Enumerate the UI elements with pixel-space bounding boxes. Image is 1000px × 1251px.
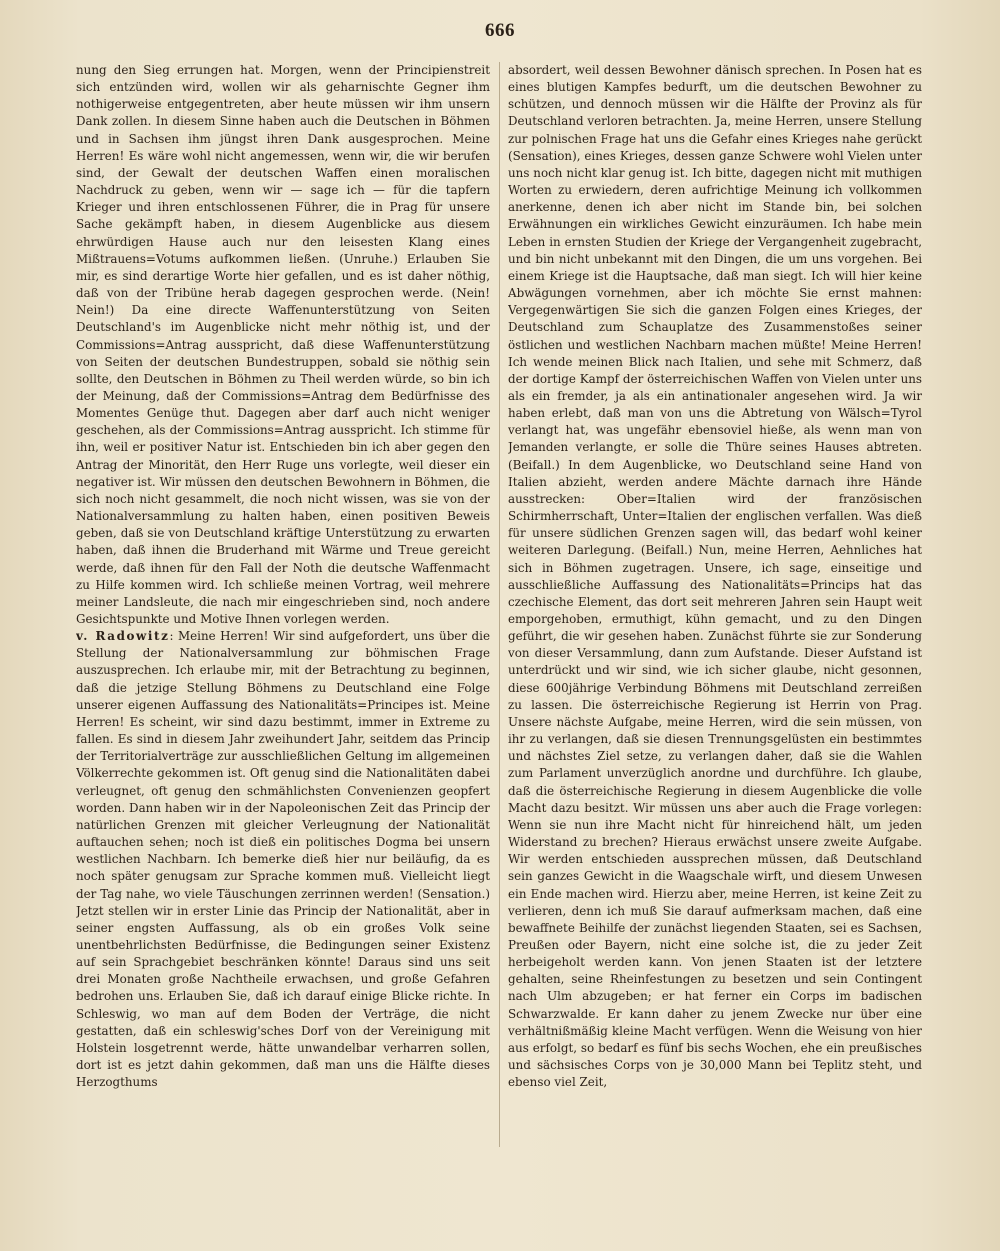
left-column [76, 62, 490, 1152]
speaker-name: v. Radowitz [76, 629, 170, 644]
right-column [508, 62, 922, 1152]
left-paragraph-1: nung den Sieg errungen hat. Morgen, wenn der Principienstreit sich entzünden wird, wollen wir als geharnischte Gegner ihm nothigerweise entgegentreten, aber heute müssen wir ihm unsern Dank zollen. In diesem Sinne haben auch die Deutschen in Böhmen und in Sachsen ihm jüngst ihren Dank ausgesprochen. Meine Herren! Es wäre wohl nicht angemessen, wenn wir, die wir berufen sind, der Gewalt der deutschen Waffen einen moralischen Nachdruck zu geben, wenn wir — sage ich — für die tapfern Krieger und ihren entschlossenen Führer, die in Prag für unsere Sache gekämpft haben, in diesem Augenblicke aus diesem ehrwürdigen Hause auch nur den leisesten Klang eines Mißtrauens=Votums aufkommen ließen. (Unruhe.) Erlauben Sie mir, es sind derartige Worte hier gefallen, und es ist daher nöthig, daß von der Tribüne herab dagegen gesprochen werde. (Nein! Nein!) Da eine directe Waffenunterstützung von Seiten Deutschland's im Augenblicke nicht mehr nöthig ist, und der Commissions=Antrag ausspricht, daß diese Waffenunterstützung von Seiten der deutschen Bundestruppen, sobald sie nöthig sein sollte, den Deutschen in Böhmen zu Theil werden würde, so bin ich der Meinung, daß der Commissions=Antrag dem Bedürfnisse des Momentes Genüge thut. Dagegen aber darf auch nicht weniger geschehen, als der Commissions=Antrag ausspricht. Ich stimme für ihn, weil er positiver Natur ist. Entschieden bin ich aber gegen den Antrag der Minorität, den Herr Ruge uns vorlegte, weil dieser ein negativer ist. Wir müssen den deutschen Bewohnern in Böhmen, die sich noch nicht gesammelt, die noch nicht wissen, was sie von der Nationalversammlung zu halten haben, einen positiven Beweis geben, daß sie von Deutschland kräftige Unterstützung zu erwarten haben, daß ihnen die Bruderhand mit Wärme und Treue gereicht werde, daß ihnen für den Fall der Noth die deutsche Waffenmacht zu Hilfe kommen wird. Ich schließe meinen Vortrag, weil mehrere meiner Landsleute, die nach mir eingeschrieben sind, noch andere Gesichtspunkte und Motive Ihnen vorlegen werden. [76, 63, 490, 626]
column-divider [499, 62, 500, 1147]
left-paragraph-2 [76, 628, 490, 1091]
page-number: 666 [485, 20, 515, 41]
speech-text: : Meine Herren! Wir sind aufgefordert, uns über die Stellung der Nationalversammlung zur böhmischen Frage auszusprechen. Ich erlaube mir, mit der Betrachtung zu beginnen, daß die jetzige Stellung Böhmens zu Deutschland eine Folge unserer eigenen Auffassung des Nationalitäts=Principes ist. Meine Herren! Es scheint, wir sind dazu bestimmt, immer in Extreme zu fallen. Es sind in diesem Jahr zweihundert Jahr, seitdem das Princip der Territorialverträge zur ausschließlichen Geltung im allgemeinen Völkerrechte gekommen ist. Oft genug sind die Nationalitäten dabei verleugnet, oft genug den schmählichsten Convenienzen geopfert worden. Dann haben wir in der Napoleonischen Zeit das Princip der natürlichen Grenzen mit gleicher Verleugnung der Nationalität auftauchen sehen; noch ist dieß ein politisches Dogma bei unsern westlichen Nachbarn. Ich bemerke dieß hier nur beiläufig, da es noch später genugsam zur Sprache kommen muß. Vielleicht liegt der Tag nahe, wo viele Täuschungen zerrinnen werden! (Sensation.) Jetzt stellen wir in erster Linie das Princip der Nationalität, aber in seiner engsten Auffassung, als ob ein großes Volk seine unentbehrlichsten Bedürfnisse, die Bedingungen seiner Existenz auf sein Sprachgebiet beschränken könnte! Daraus sind uns seit drei Monaten große Nachtheile erwachsen, und große Gefahren bedrohen uns. Erlauben Sie, daß ich darauf einige Blicke richte. In Schleswig, wo man auf dem Boden der Verträge, die nicht gestatten, daß ein schleswig'sches Dorf von der Vereinigung mit Holstein losgetrennt werde, hätte unwandelbar verharren sollen, dort ist es jetzt dahin gekommen, daß man uns die Hälfte dieses Herzogthums [76, 629, 490, 1090]
right-paragraph-1: absordert, weil dessen Bewohner dänisch sprechen. In Posen hat es eines blutigen Kampfes bedurft, um die deutschen Bewohner zu schützen, und dennoch müssen wir die Hälfte der Provinz als für Deutschland verloren betrachten. Ja, meine Herren, unsere Stellung zur polnischen Frage hat uns die Gefahr eines Krieges nahe gerückt (Sensation), eines Krieges, dessen ganze Schwere wohl Vielen unter uns noch nicht klar genug ist. Ich bitte, dagegen nicht mit muthigen Worten zu erwiedern, deren aufrichtige Meinung ich vollkommen anerkenne, denen ich aber nicht im Stande bin, bei solchen Erwähnungen ein wirkliches Gewicht einzuräumen. Ich habe mein Leben in ernsten Studien der Kriege der Vergangenheit zugebracht, und bin nicht unbekannt mit den Dingen, die um uns vorgehen. Bei einem Kriege ist die Hauptsache, daß man siegt. Ich will hier keine Abwägungen vornehmen, aber ich möchte Sie ernst mahnen: Vergegenwärtigen Sie sich die ganzen Folgen eines Krieges, der Deutschland zum Schauplatze des Zusammenstoßes seiner östlichen und westlichen Nachbarn machen müßte! Meine Herren! Ich wende meinen Blick nach Italien, und sehe mit Schmerz, daß der dortige Kampf der österreichischen Waffen von Vielen unter uns als ein fremder, ja als ein antinationaler angesehen wird. Ja wir haben erlebt, daß man von uns die Abtretung von Wälsch=Tyrol verlangt hat, was ungefähr ebensoviel hieße, als wenn man von Jemanden verlangte, er solle die Thüre seines Hauses abtreten. (Beifall.) In dem Augenblicke, wo Deutschland seine Hand von Italien abzieht, werden andere Mächte darnach ihre Hände ausstrecken: Ober=Italien wird der französischen Schirmherrschaft, Unter=Italien der englischen verfallen. Was dieß für unsere südlichen Grenzen sagen will, das bedarf wohl keiner weiteren Darlegung. (Beifall.) Nun, meine Herren, Aehnliches hat sich in Böhmen zugetragen. Unsere, ich sage, einseitige und ausschließliche Auffassung des Nationalitäts=Princips hat das czechische Element, das dort seit mehreren Jahren sein Haupt weit emporgehoben, ermuthigt, kühn gemacht, und zu den Dingen geführt, die wir gesehen haben. Zunächst führte sie zur Sonderung von dieser Versammlung, dann zum Aufstande. Dieser Aufstand ist unterdrückt und wir sind, wie ich sicher glaube, nicht gesonnen, diese 600jährige Verbindung Böhmens mit Deutschland zerreißen zu lassen. Die österreichische Regierung ist Herrin von Prag. Unsere nächste Aufgabe, meine Herren, wird die sein müssen, von ihr zu verlangen, daß sie diesen Trennungsgelüsten ein bestimmtes und nächstes Ziel setze, zu verlangen daher, daß sie die Wahlen zum Parlament unverzüglich anordne und durchführe. Ich glaube, daß die österreichische Regierung in diesem Augenblicke die volle Macht dazu besitzt. Wir müssen uns aber auch die Frage vorlegen: Wenn sie nun ihre Macht nicht für hinreichend hält, um jeden Widerstand zu brechen? Hieraus erwächst unsere zweite Aufgabe. Wir werden entschieden aussprechen müssen, daß Deutschland sein ganzes Gewicht in die Waagschale wirft, und diesem Unwesen ein Ende machen wird. Hierzu aber, meine Herren, ist keine Zeit zu verlieren, denn ich muß Sie darauf aufmerksam machen, daß eine bewaffnete Beihilfe der zunächst liegenden Staaten, sei es Sachsen, Preußen oder Bayern, nicht eine solche ist, die zu jeder Zeit herbeigeholt werden kann. Von jenen Staaten ist der letztere gehalten, seine Rheinfestungen zu besetzen und sein Contingent nach Ulm abzugeben; er hat ferner ein Corps im badischen Schwarzwalde. Er kann daher zu jenem Zwecke nur über eine verhältnißmäßig kleine Macht verfügen. Wenn die Weisung von hier aus erfolgt, so bedarf es fünf bis sechs Wochen, ehe ein preußisches und sächsisches Corps von je 30,000 Mann bei Teplitz steht, und ebenso viel Zeit, [508, 63, 922, 1090]
